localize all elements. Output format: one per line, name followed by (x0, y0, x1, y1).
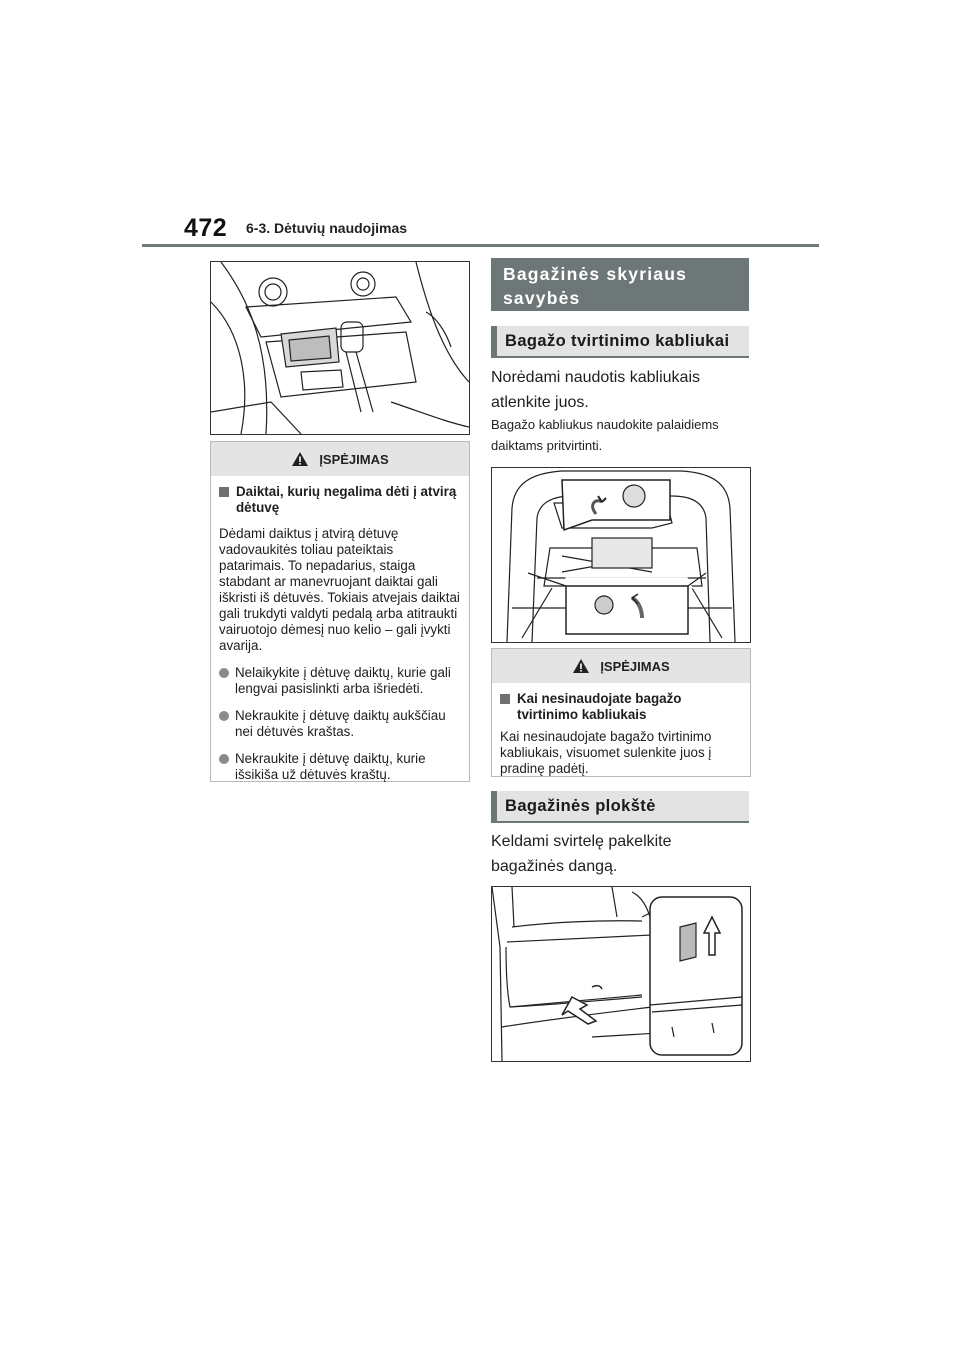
hooks-note: Bagažo kabliukus naudokite palaidiems daiktams pritvirtinti. (491, 417, 719, 453)
warning-paragraph: Dėdami daiktus į atvirą dėtuvę vadovaukitės toliau pateiktais patarimais. To nepadarius, staiga stabdant ar manevruojant daiktai gali iškristi iš dėtuvės. Tokiais atvejais daiktai gali trukdyti valdyti pedalą arba atitraukti vairuotojo dėmesį nuo kelio – gali įvykti avarija. (219, 526, 460, 653)
warning-subheading-text: Daiktai, kurių negalima dėti į atvirą dėtuvę (236, 484, 457, 515)
round-bullet-icon (219, 754, 229, 764)
page-number: 472 (184, 214, 228, 242)
deck-board-illustration (491, 886, 751, 1062)
cargo-hooks-illustration (491, 467, 751, 643)
warning-bullet (219, 708, 461, 740)
warning-title: ĮSPĖJIMAS (600, 658, 670, 674)
header-divider (142, 244, 819, 247)
warning-subheading (219, 484, 461, 516)
warning-bullet (219, 751, 461, 783)
square-bullet-icon (219, 487, 229, 497)
section-title: 6-3. Dėtuvių naudojimas (246, 220, 408, 236)
warning-triangle-icon (572, 658, 590, 674)
warning-subheading (500, 691, 742, 723)
warning-bullet (219, 665, 461, 697)
deck-board-instructions: Keldami svirtelę pakelkite bagažinės dangą. (491, 833, 672, 875)
warning-bullet-text: Nelaikykite į dėtuvę daiktų, kurie gali lengvai pasislinkti arba išriedėti. (235, 665, 451, 696)
warning-triangle-icon (291, 451, 309, 467)
console-tray-illustration (210, 261, 470, 435)
warning-header (492, 649, 750, 683)
warning-title: ĮSPĖJIMAS (319, 451, 389, 467)
round-bullet-icon (219, 668, 229, 678)
warning-box-console (210, 441, 470, 782)
section-banner: Bagažinės skyriaus savybės (491, 258, 749, 311)
warning-box-hooks (491, 648, 751, 777)
warning-bullet-text: Nekraukite į dėtuvę daiktų, kurie išsikiša už dėtuvės kraštų. (235, 751, 426, 782)
hooks-heading: Bagažo tvirtinimo kabliukai (491, 326, 749, 358)
warning-header (211, 442, 469, 476)
round-bullet-icon (219, 711, 229, 721)
square-bullet-icon (500, 694, 510, 704)
warning-paragraph: Kai nesinaudojate bagažo tvirtinimo kabliukais, visuomet sulenkite juos į pradinę padėtį. (500, 729, 712, 776)
deck-board-heading: Bagažinės plokštė (491, 791, 749, 823)
warning-subheading-text: Kai nesinaudojate bagažo tvirtinimo kabliukais (517, 691, 682, 722)
hooks-instructions: Norėdami naudotis kabliukais atlenkite juos. (491, 369, 700, 411)
warning-bullet-text: Nekraukite į dėtuvę daiktų aukščiau nei dėtuvės kraštas. (235, 708, 446, 739)
